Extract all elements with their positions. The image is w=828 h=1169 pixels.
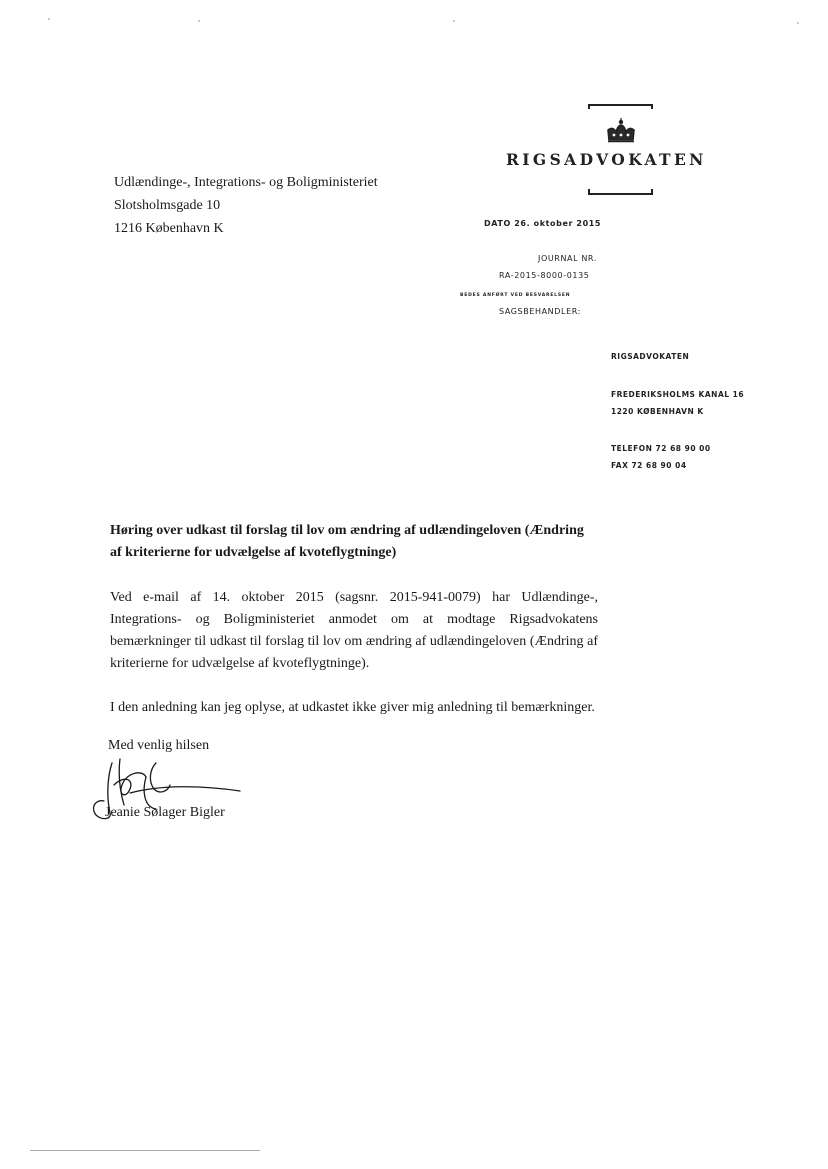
body-paragraph: I den anledning kan jeg oplyse, at udkastet ikke giver mig anledning til bemærkninger.: [110, 700, 595, 715]
scan-edge-line: [30, 1150, 260, 1151]
scan-speck: [198, 20, 200, 22]
sender-street: FREDERIKSHOLMS KANAL 16: [611, 390, 745, 399]
crown-icon: [604, 118, 638, 144]
letter-date: DATO 26. oktober 2015: [484, 219, 602, 228]
scan-speck: [48, 18, 50, 20]
journal-label: JOURNAL NR.: [538, 254, 597, 263]
journal-number: RA-2015-8000-0135: [499, 271, 590, 280]
recipient-address: [114, 171, 378, 240]
scan-speck: [453, 20, 455, 22]
body-paragraph: Ved e-mail af 14. oktober 2015 (sagsnr. 2015-941-0079) har Udlændinge-, Integrations- og Boligministeriet anmodet om at modtage Rigsadvokatens bemærkninger til udkast til forslag til lov om ændring af udlændingeloven (Ændring af kriterierne for udvælgelse af kvoteflygtninge).: [110, 590, 598, 671]
letterhead-brand: RIGSADVOKATEN: [506, 150, 707, 169]
recipient-line: Slotsholmsgade 10: [114, 198, 221, 213]
sender-name: RIGSADVOKATEN: [611, 352, 690, 361]
sender-phone: TELEFON 72 68 90 00: [611, 444, 711, 453]
case-handler-label: SAGSBEHANDLER:: [499, 307, 581, 316]
letterhead-top-rule: [588, 104, 653, 106]
letterhead-bottom-rule: [588, 193, 653, 195]
closing-salutation: Med venlig hilsen: [108, 738, 210, 753]
scan-speck: [797, 22, 799, 24]
sender-fax: FAX 72 68 90 04: [611, 461, 687, 470]
sender-city: 1220 KØBENHAVN K: [611, 407, 704, 416]
signer-name: Jeanie Sølager Bigler: [105, 805, 225, 820]
recipient-line: Udlændinge-, Integrations- og Boligministeriet: [114, 175, 378, 190]
reference-notice: BEDES ANFØRT VED BESVARELSEN: [460, 293, 571, 298]
recipient-line: 1216 København K: [114, 221, 224, 236]
letter-subject: Høring over udkast til forslag til lov om ændring af udlændingeloven (Ændring af kriterierne for udvælgelse af kvoteflygtninge): [110, 523, 584, 560]
